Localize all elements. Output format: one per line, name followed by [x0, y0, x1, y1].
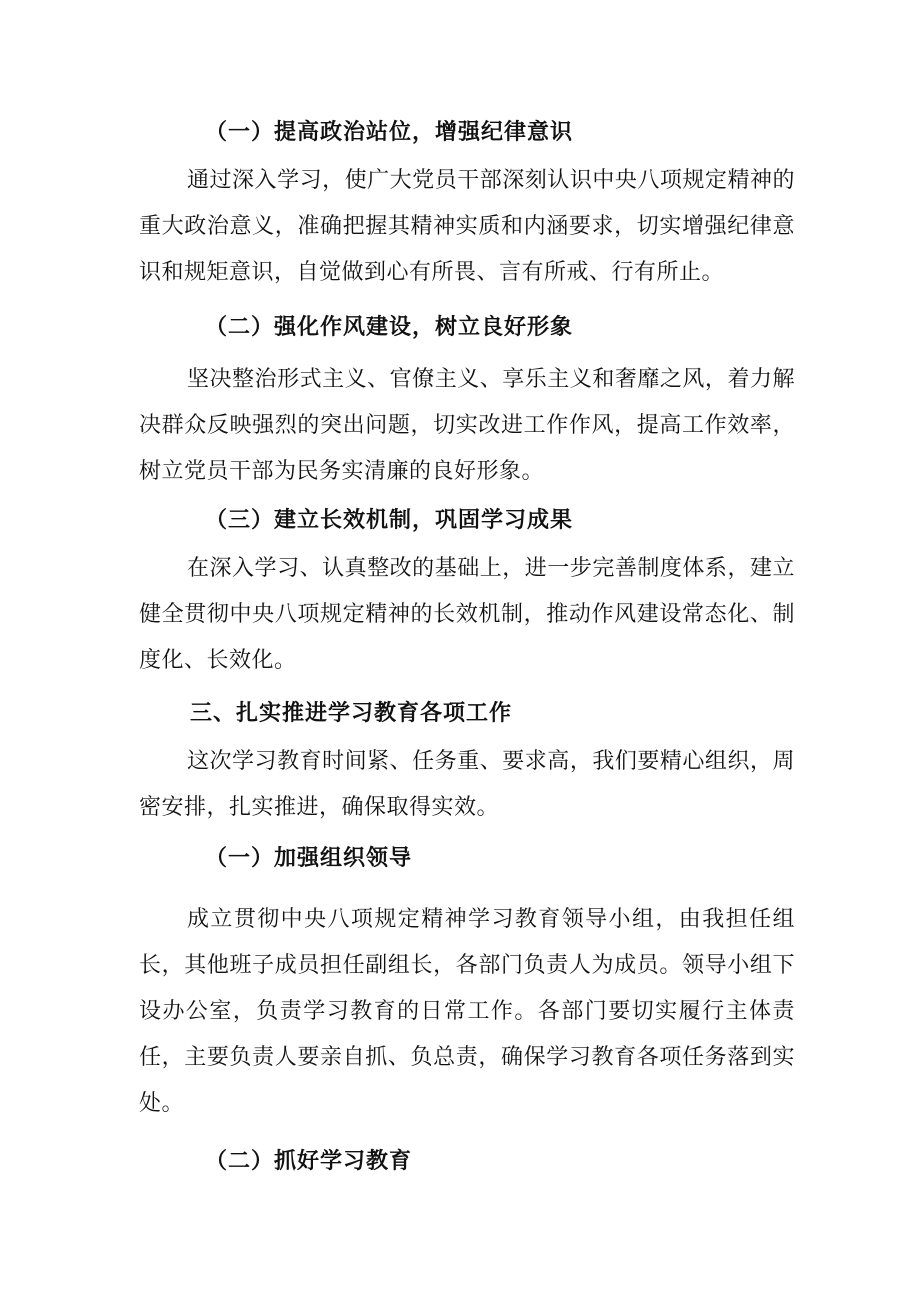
heading-improve-political-standing: （一）提高政治站位，增强纪律意识: [205, 120, 574, 145]
paragraph-improve-system: 在深入学习、认真整改的基础上，进一步完善制度体系，建立健全贯彻中央八项规定精神的长效机制，推动作风建设常态化、制度化、长效化。: [139, 556, 795, 673]
heading-organizational-leadership: （一）加强组织领导: [205, 846, 413, 871]
section-heading-advance-work: 三、扎实推进学习教育各项工作: [190, 701, 513, 726]
heading-long-term-mechanism: （三）建立长效机制，巩固学习成果: [205, 508, 574, 533]
heading-study-education: （二）抓好学习教育: [205, 1149, 413, 1174]
paragraph-leading-group: 成立贯彻中央八项规定精神学习教育领导小组，由我担任组长，其他班子成员担任副组长，各部门负责人为成员。领导小组下设办公室，负责学习教育的日常工作。各部门要切实履行主体责任，主要负责人要亲自抓、负总责，确保学习教育各项任务落到实处。: [139, 907, 795, 1116]
paragraph-deep-study: 通过深入学习，使广大党员干部深刻认识中央八项规定精神的重大政治意义，准确把握其精神实质和内涵要求，切实增强纪律意识和规矩意识，自觉做到心有所畏、言有所戒、行有所止。: [139, 168, 795, 285]
paragraph-rectify-formalism: 坚决整治形式主义、官僚主义、享乐主义和奢靡之风，着力解决群众反映强烈的突出问题，切实改进工作作风，提高工作效率，树立党员干部为民务实清廉的良好形象。: [139, 367, 795, 484]
paragraph-tight-schedule: 这次学习教育时间紧、任务重、要求高，我们要精心组织，周密安排，扎实推进，确保取得实效。: [139, 749, 795, 820]
heading-strengthen-work-style: （二）强化作风建设，树立良好形象: [205, 315, 574, 340]
